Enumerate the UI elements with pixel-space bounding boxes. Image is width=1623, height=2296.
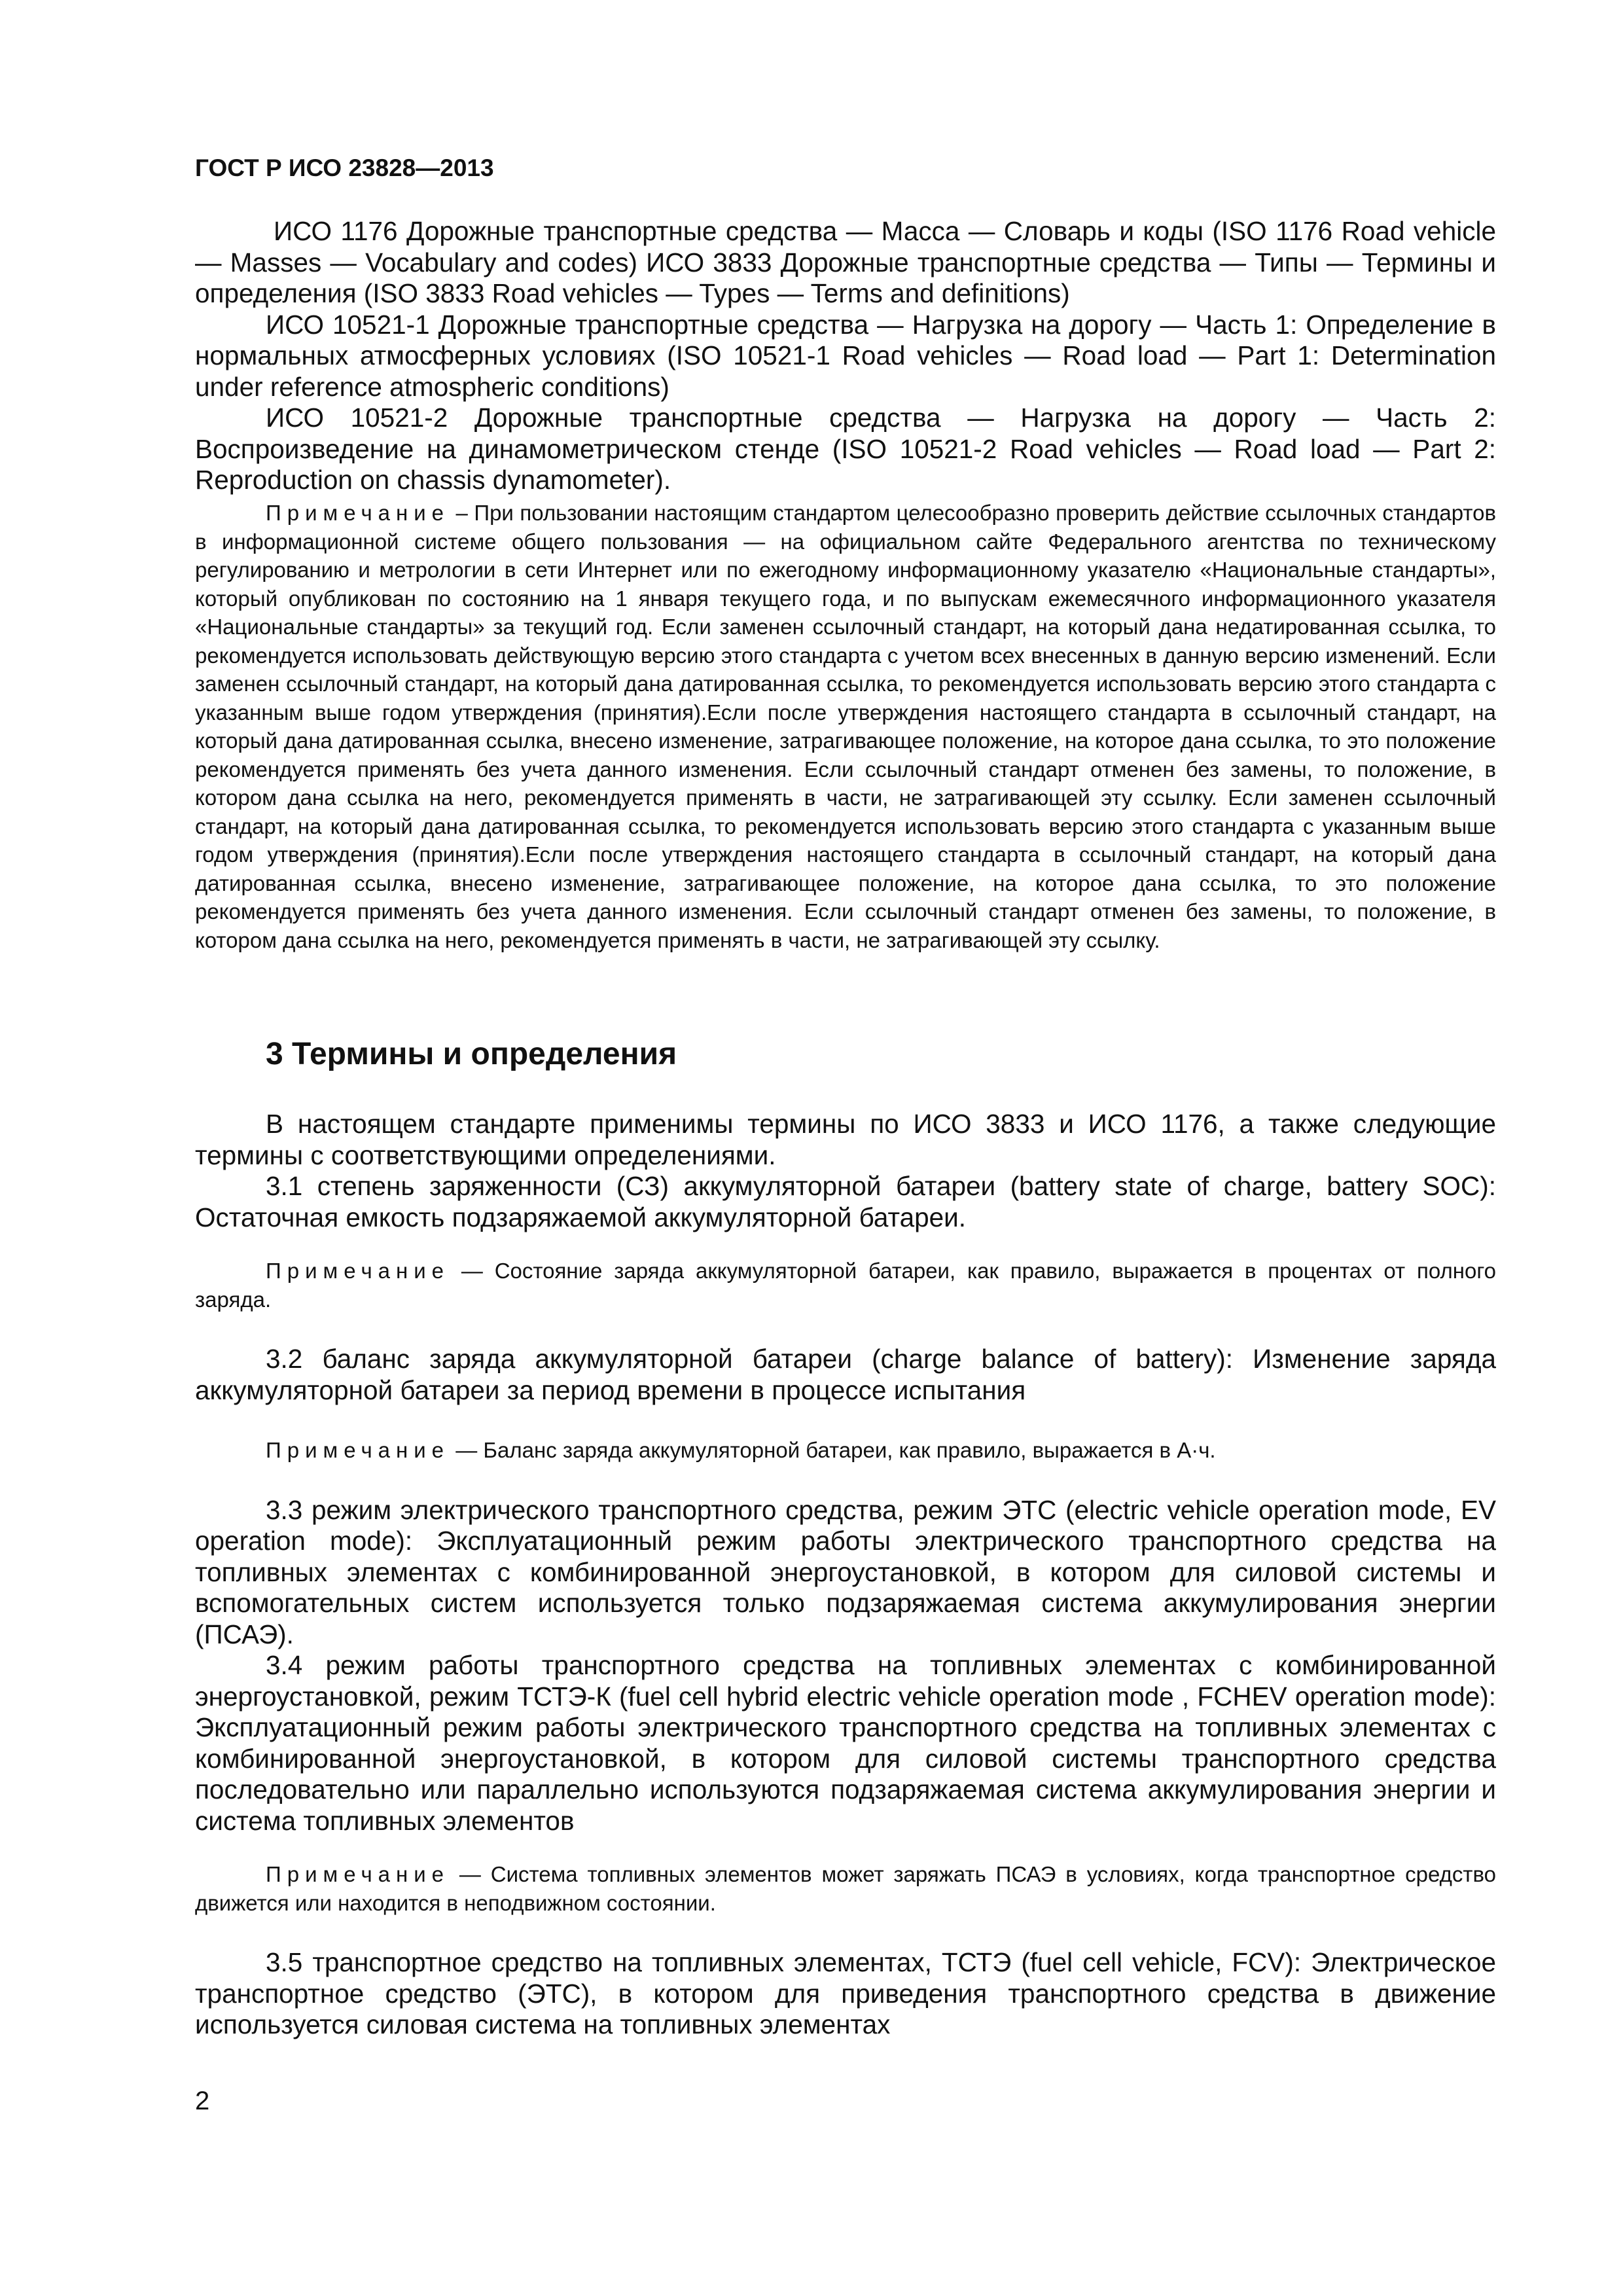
note-label: Примечание — [266, 1438, 450, 1462]
note-label: Примечание — [266, 501, 450, 525]
section-title: 3 Термины и определения — [266, 1037, 677, 1071]
note-text: – При пользовании настоящим стандартом целесообразно проверить действие ссылочных стандартов в информационной системе общего пользования — на официальном сайте Федерального агентства по техническому регулированию и метрологии в сети Интернет или по ежегодному информационному указателю «Национальные стандарты», который опубликован по состоянию на 1 января текущего года, и по выпускам ежемесячного информационного указателя «Национальные стандарты» за текущий год. Если заменен ссылочный стандарт, на который дана недатированная ссылка, то рекомендуется использовать действующую версию этого стандарта с учетом всех внесенных в данную версию изменений. Если заменен ссылочный стандарт, на который дана датированная ссылка, то рекомендуется использовать версию этого стандарта с указанным выше годом утверждения (принятия).Если после утверждения настоящего стандарта в ссылочный стандарт, на который дана датированная ссылка, внесено изменение, затрагивающее положение, на которое дана ссылка, то это положение рекомендуется применять без учета данного изменения. Если ссылочный стандарт отменен без замены, то положение, в котором дана ссылка на него, рекомендуется применять в части, не затрагивающей эту ссылку. Если заменен ссылочный стандарт, на который дана датированная ссылка, то рекомендуется использовать версию этого стандарта с указанным выше годом утверждения (принятия).Если после утверждения настоящего стандарта в ссылочный стандарт, на который дана датированная ссылка, внесено изменение, затрагивающее положение, на которое дана ссылка, то это положение рекомендуется применять без учета данного изменения. Если ссылочный стандарт отменен без замены, то положение, в котором дана ссылка на него, рекомендуется применять в части, не затрагивающей эту ссылку. — [195, 501, 1497, 952]
terms-and-definitions — [195, 1109, 1496, 2041]
references-note — [195, 499, 1496, 954]
reference-item: ИСО 10521-1 Дорожные транспортные средства — Нагрузка на дорогу — Часть 1: Определение в нормальных атмосферных условиях (ISO 10521-1 Road vehicles — Road load — Part 1: Determination under reference atmospheric conditions) — [195, 309, 1496, 402]
reference-item: ИСО 1176 Дорожные транспортные средства — Масса — Словарь и коды (ISO 1176 Road vehicle — Masses — Vocabulary and codes) ИСО 3833 Дорожные транспортные средства — Типы — Термины и определения (ISO 3833 Road vehicles — Types — Terms and definitions) — [195, 216, 1496, 308]
normative-references — [195, 216, 1496, 496]
term-3-2: 3.2 баланс заряда аккумуляторной батареи (charge balance of battery): Изменение заряда аккумуляторной батареи за период времени в процессе испытания — [195, 1344, 1496, 1405]
page-number: 2 — [195, 2087, 210, 2115]
document-header: ГОСТ Р ИСО 23828—2013 — [195, 154, 494, 181]
note-text: — Состояние заряда аккумуляторной батареи, как правило, выражается в процентах от полного заряда. — [195, 1259, 1496, 1312]
section-intro: В настоящем стандарте применимы термины по ИСО 3833 и ИСО 1176, а также следующие термины с соответствующими определениями. — [195, 1109, 1496, 1170]
term-3-5: 3.5 транспортное средство на топливных элементах, ТСТЭ (fuel cell vehicle, FCV): Электрическое транспортное средство (ЭТС), в котором для приведения транспортного средства в движение используется силовая система на топливных элементах — [195, 1947, 1496, 2039]
note-label: Примечание — [266, 1862, 450, 1886]
note-3-1 — [195, 1257, 1496, 1314]
note-text: — Система топливных элементов может заряжать ПСАЭ в условиях, когда транспортное средство движется или находится в неподвижном состоянии. — [195, 1862, 1496, 1915]
term-3-3: 3.3 режим электрического транспортного средства, режим ЭТС (electric vehicle operation mode, EV operation mode): Эксплуатационный режим работы электрического транспортного средства на топливных элементах с комбинированной энергоустановкой, в котором для силовой системы и вспомогательных систем используется только подзаряжаемая система аккумулирования энергии (ПСАЭ). — [195, 1494, 1496, 1649]
note-3-4 — [195, 1860, 1496, 1917]
term-3-4: 3.4 режим работы транспортного средства на топливных элементах с комбинированной энергоустановкой, режим ТСТЭ-К (fuel cell hybrid electric vehicle operation mode , FCHEV operation mode): Эксплуатационный режим работы электрического транспортного средства на топливных элементах с комбинированной энергоустановкой, в котором для силовой системы транспортного средства последовательно или параллельно используются подзаряжаемая система аккумулирования энергии и система топливных элементов — [195, 1650, 1496, 1836]
note-text: — Баланс заряда аккумуляторной батареи, как правило, выражается в А·ч. — [455, 1438, 1216, 1462]
note-label: Примечание — [266, 1259, 450, 1283]
term-3-1: 3.1 степень заряженности (СЗ) аккумуляторной батареи (battery state of charge, battery SOC): Остаточная емкость подзаряжаемой аккумуляторной батареи. — [195, 1171, 1496, 1232]
note-3-2 — [195, 1436, 1496, 1465]
reference-item: ИСО 10521-2 Дорожные транспортные средства — Нагрузка на дорогу — Часть 2: Воспроизведение на динамометрическом стенде (ISO 10521-2 Road vehicles — Road load — Part 2: Reproduction on chassis dynamometer). — [195, 403, 1496, 495]
